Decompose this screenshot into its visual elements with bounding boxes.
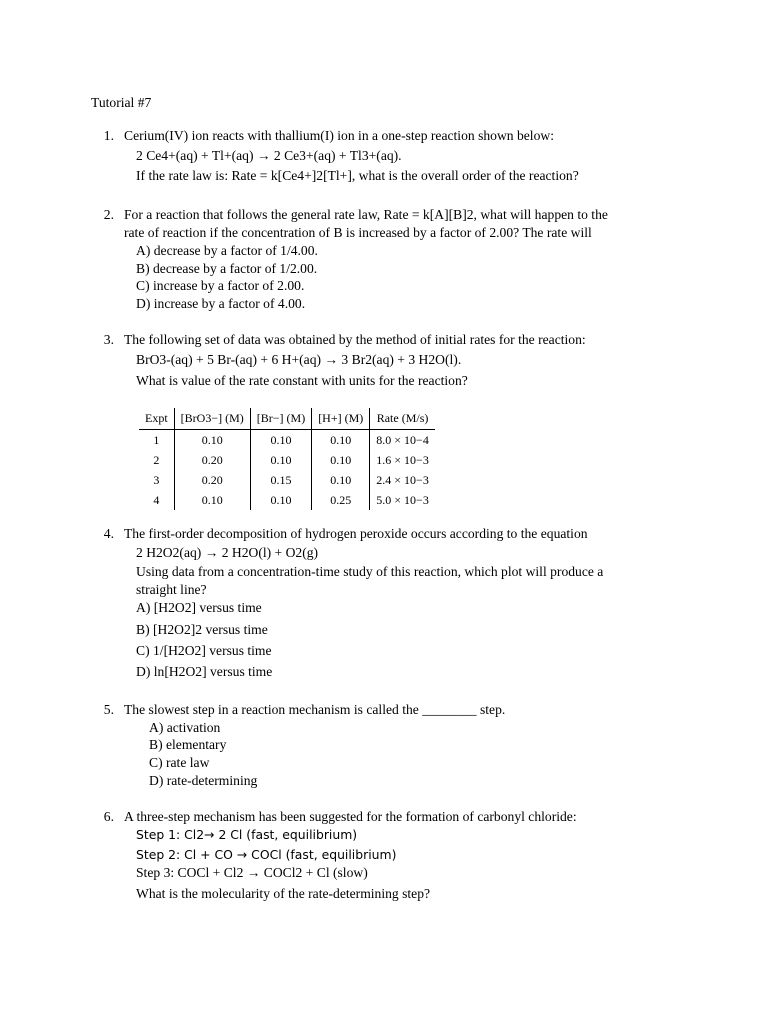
table-header: Rate (M/s) bbox=[370, 408, 435, 430]
q3-line1: The following set of data was obtained by the method of initial rates for the reaction: bbox=[124, 332, 586, 347]
table-cell: 2.4 × 10−3 bbox=[370, 470, 435, 490]
q2-line1: For a reaction that follows the general rate law, Rate = k[A][B]2, what will happen to the bbox=[124, 207, 608, 222]
q1-number: 1. bbox=[103, 128, 114, 143]
table-row bbox=[139, 490, 435, 510]
q2-option-a: A) decrease by a factor of 1/4.00. bbox=[136, 243, 318, 258]
q6-step1: Step 1: Cl2→ 2 Cl (fast, equilibrium) bbox=[136, 827, 358, 842]
table-row bbox=[139, 430, 435, 451]
q6-line2: What is the molecularity of the rate-determining step? bbox=[136, 886, 431, 901]
q4-number: 4. bbox=[103, 526, 114, 541]
q4-line1: The first-order decomposition of hydrogen peroxide occurs according to the equation bbox=[124, 526, 588, 541]
q6-number: 6. bbox=[103, 809, 114, 824]
page-title: Tutorial #7 bbox=[91, 95, 152, 110]
q5-option-b: B) elementary bbox=[149, 737, 227, 752]
q2-option-c: C) increase by a factor of 2.00. bbox=[136, 278, 305, 293]
table-cell: 0.10 bbox=[312, 470, 370, 490]
table-cell: 0.10 bbox=[250, 430, 311, 451]
table-cell: 8.0 × 10−4 bbox=[370, 430, 435, 451]
table-header: [H+] (M) bbox=[312, 408, 370, 430]
q1-line3: If the rate law is: Rate = k[Ce4+]2[Tl+], what is the overall order of the reaction? bbox=[136, 168, 579, 183]
q3-line2: BrO3-(aq) + 5 Br-(aq) + 6 H+(aq) → 3 Br2(aq) + 3 H2O(l). bbox=[136, 352, 462, 367]
q1-line2: 2 Ce4+(aq) + Tl+(aq) → 2 Ce3+(aq) + Tl3+(aq). bbox=[136, 148, 402, 163]
table-header-row bbox=[139, 408, 435, 430]
q6-step2: Step 2: Cl + CO → COCl (fast, equilibrium) bbox=[136, 847, 397, 862]
table-row bbox=[139, 470, 435, 490]
q5-number: 5. bbox=[103, 702, 114, 717]
table-cell: 1 bbox=[153, 432, 160, 447]
q4-line3: Using data from a concentration-time study of this reaction, which plot will produce a bbox=[136, 564, 604, 579]
q1-line1: Cerium(IV) ion reacts with thallium(I) ion in a one-step reaction shown below: bbox=[124, 128, 554, 143]
q5-option-a: A) activation bbox=[149, 720, 221, 735]
table-cell: 0.10 bbox=[312, 450, 370, 470]
table-cell: 0.10 bbox=[312, 430, 370, 451]
q3-line3: What is value of the rate constant with units for the reaction? bbox=[136, 373, 468, 388]
q3-number: 3. bbox=[103, 332, 114, 347]
q6-line1: A three-step mechanism has been suggested for the formation of carbonyl chloride: bbox=[124, 809, 577, 824]
q2-line2: rate of reaction if the concentration of B is increased by a factor of 2.00? The rate will bbox=[124, 225, 592, 240]
q4-option-d: D) ln[H2O2] versus time bbox=[136, 664, 273, 679]
q5-option-c: C) rate law bbox=[149, 755, 210, 770]
q4-option-c: C) 1/[H2O2] versus time bbox=[136, 643, 272, 658]
table-header: [Br−] (M) bbox=[250, 408, 311, 430]
table-row bbox=[139, 450, 435, 470]
q4-option-a: A) [H2O2] versus time bbox=[136, 600, 262, 615]
q2-option-d: D) increase by a factor of 4.00. bbox=[136, 296, 306, 311]
q5-option-d: D) rate-determining bbox=[149, 773, 258, 788]
table-cell: 0.10 bbox=[250, 490, 311, 510]
table-cell: 0.20 bbox=[174, 450, 250, 470]
q6-step3: Step 3: COCl + Cl2 → COCl2 + Cl (slow) bbox=[136, 865, 368, 880]
q4-option-b: B) [H2O2]2 versus time bbox=[136, 622, 268, 637]
table-cell: 0.10 bbox=[250, 450, 311, 470]
initial-rates-table bbox=[139, 408, 435, 510]
table-cell: 3 bbox=[153, 472, 160, 487]
q4-line2: 2 H2O2(aq) → 2 H2O(l) + O2(g) bbox=[136, 545, 319, 560]
q2-number: 2. bbox=[103, 207, 114, 222]
table-header: [BrO3−] (M) bbox=[174, 408, 250, 430]
q4-line4: straight line? bbox=[136, 582, 207, 597]
table-cell: 0.25 bbox=[312, 490, 370, 510]
table-cell: 4 bbox=[153, 492, 160, 507]
table-cell: 2 bbox=[153, 452, 160, 467]
table-cell: 0.20 bbox=[174, 470, 250, 490]
q5-line1: The slowest step in a reaction mechanism is called the ________ step. bbox=[124, 702, 506, 717]
table-cell: 5.0 × 10−3 bbox=[370, 490, 435, 510]
table-cell: 1.6 × 10−3 bbox=[370, 450, 435, 470]
table-cell: 0.15 bbox=[250, 470, 311, 490]
table-cell: 0.10 bbox=[174, 430, 250, 451]
q2-option-b: B) decrease by a factor of 1/2.00. bbox=[136, 261, 318, 276]
table-cell: 0.10 bbox=[174, 490, 250, 510]
table-header: Expt bbox=[139, 408, 174, 430]
